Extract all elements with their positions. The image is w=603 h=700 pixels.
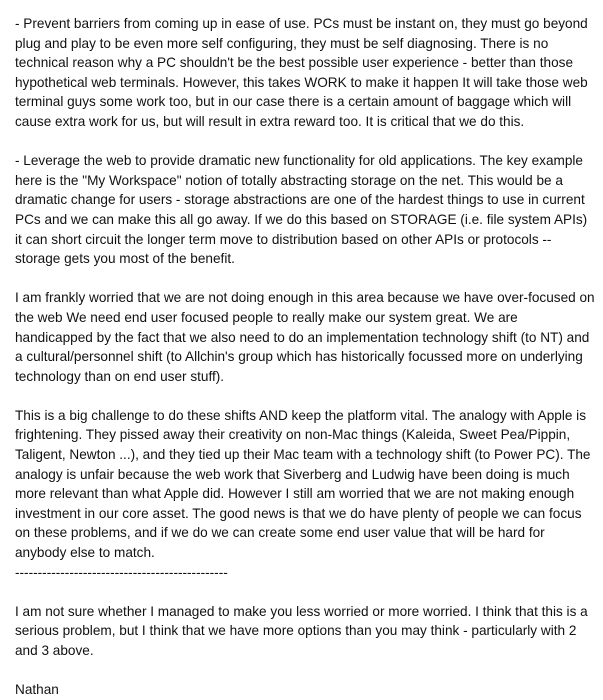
- separator-line: -----------------------------------------------: [15, 564, 228, 580]
- paragraph-closing: I am not sure whether I managed to make you less worried or more worried. I think that this is a serious problem, but I think that we have more options than you may think - particularly with 2 and 3 above.: [15, 603, 588, 658]
- signature: Nathan: [15, 682, 59, 698]
- paragraph-ease-of-use: - Prevent barriers from coming up in ease of use. PCs must be instant on, they must go beyond plug and play to be even more self configuring, they must be self diagnosing. There is no technical reason why a PC shouldn't be the best possible user experience - better than those hypothetical web terminals. However, this takes WORK to make it happen It will take those web terminal guys some work too, but in our case there is a certain amount of baggage which will cause extra work for us, but will result in extra reward too. It is critical that we do this.: [15, 16, 588, 129]
- paragraph-leverage-web: - Leverage the web to provide dramatic new functionality for old applications. The key example here is the "My Workspace" notion of totally abstracting storage on the net. This would be a dramatic change for users - storage abstractions are one of the hardest things to use in current PCs and we can make this all go away. If we do this based on STORAGE (i.e. file system APIs) it can short circuit the longer term move to distribution based on other APIs or protocols -- storage gets you most of the benefit.: [15, 153, 588, 267]
- paragraph-apple-analogy: This is a big challenge to do these shifts AND keep the platform vital. The analogy with Apple is frightening. They pissed away their creativity on non-Mac things (Kaleida, Sweet Pea/Pippin, Taligent, Newton ...), and they tied up their Mac team with a technology shift (to Power PC). The analogy is unfair because the web work that Siverberg and Ludwig have been doing is much more relevant than what Apple did. However I still am worried that we are not making enough investment in our core asset. The good news is that we do have plenty of people we can focus on these problems, and if we do we can create some end user value that will be hard for anybody else to match.: [15, 407, 591, 561]
- paragraph-worried: I am frankly worried that we are not doing enough in this area because we have over-focused on the web We need end user focused people to really make our system great. We are handicapped by the fact that we also need to do an implementation technology shift (to NT) and a cultural/personnel shift (to Allchin's group which has historically focussed more on underlying technology than on end user stuff).: [15, 290, 595, 384]
